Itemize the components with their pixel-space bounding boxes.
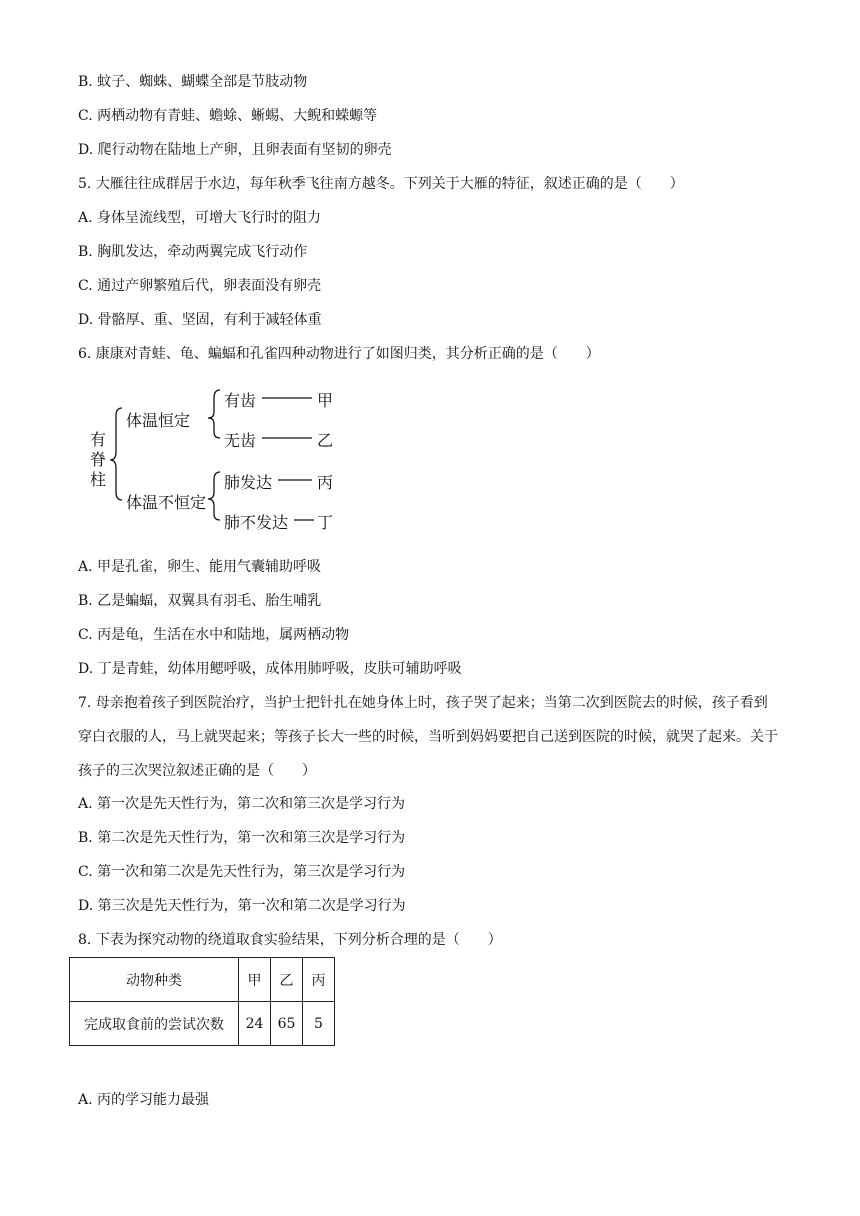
table-header-cell: 动物种类 xyxy=(70,958,239,1002)
question-7-option-a: A. 第一次是先天性行为，第二次和第三次是学习行为 xyxy=(78,796,406,812)
experiment-table xyxy=(69,957,335,1046)
table-cell: 24 xyxy=(239,1002,271,1046)
question-7-option-c: C. 第一次和第二次是先天性行为，第三次是学习行为 xyxy=(78,864,406,880)
question-6-option-d: D. 丁是青蛙，幼体用鳃呼吸，成体用肺呼吸，皮肤可辅助呼吸 xyxy=(78,661,462,677)
table-cell: 完成取食前的尝试次数 xyxy=(70,1002,239,1046)
diagram-branch-cold: 体温不恒定 xyxy=(126,493,207,512)
diagram-root-label: 有脊柱 xyxy=(90,430,107,489)
classification-diagram xyxy=(88,380,348,540)
diagram-branch-warm: 体温恒定 xyxy=(126,411,191,430)
question-6-option-b: B. 乙是蝙蝠，双翼具有羽毛、胎生哺乳 xyxy=(78,593,322,609)
question-5-option-b: B. 胸肌发达，牵动两翼完成飞行动作 xyxy=(78,244,308,260)
question-5: 5. 大雁往往成群居于水边，每年秋季飞往南方越冬。下列关于大雁的特征，叙述正确的是（ ） xyxy=(78,176,684,192)
table-row xyxy=(70,1002,335,1046)
question-6-option-c: C. 丙是龟，生活在水中和陆地，属两栖动物 xyxy=(78,627,350,643)
diagram-result-bing: 丙 xyxy=(317,473,334,492)
diagram-result-jia: 甲 xyxy=(317,391,334,410)
diagram-result-yi: 乙 xyxy=(317,431,334,450)
question-8: 8. 下表为探究动物的绕道取食实验结果，下列分析合理的是（ ） xyxy=(78,932,502,948)
option-d-line: D. 爬行动物在陆地上产卵，且卵表面有坚韧的卵壳 xyxy=(78,142,392,158)
table-cell: 5 xyxy=(303,1002,335,1046)
table-header-cell: 甲 xyxy=(239,958,271,1002)
table-cell: 65 xyxy=(271,1002,303,1046)
brace-lines xyxy=(88,380,348,540)
question-7: 7. 母亲抱着孩子到医院治疗，当护士把针扎在她身体上时，孩子哭了起来；当第二次到医院去的时候，孩子看到穿白衣服的人，马上就哭起来；等孩子长大一些的时候，当听到妈妈要把自己送到医院的时候，就哭了起来。关于孩子的三次哭泣叙述正确的是（ ） xyxy=(78,695,778,779)
question-6: 6. 康康对青蛙、龟、蝙蝠和孔雀四种动物进行了如图归类，其分析正确的是（ ） xyxy=(78,346,600,362)
question-5-option-d: D. 骨骼厚、重、坚固，有利于减轻体重 xyxy=(78,312,322,328)
question-5-option-c: C. 通过产卵繁殖后代，卵表面没有卵壳 xyxy=(78,278,322,294)
diagram-leaf-teeth: 有齿 xyxy=(224,391,257,410)
question-8-option-a: A. 丙的学习能力最强 xyxy=(78,1092,210,1108)
question-6-option-a: A. 甲是孔雀，卵生、能用气囊辅助呼吸 xyxy=(78,559,322,575)
option-c-line: C. 两栖动物有青蛙、蟾蜍、蜥蜴、大鲵和蝾螈等 xyxy=(78,108,378,124)
table-header-cell: 丙 xyxy=(303,958,335,1002)
diagram-leaf-no-teeth: 无齿 xyxy=(224,431,257,450)
option-b-line: B. 蚊子、蜘蛛、蝴蝶全部是节肢动物 xyxy=(78,74,308,90)
table-header-cell: 乙 xyxy=(271,958,303,1002)
table-header-row xyxy=(70,958,335,1002)
question-7-option-b: B. 第二次是先天性行为，第一次和第三次是学习行为 xyxy=(78,830,406,846)
diagram-result-ding: 丁 xyxy=(317,513,334,532)
question-7-option-d: D. 第三次是先天性行为，第一次和第二次是学习行为 xyxy=(78,898,406,914)
diagram-leaf-weak-lung: 肺不发达 xyxy=(224,513,289,532)
question-5-option-a: A. 身体呈流线型，可增大飞行时的阻力 xyxy=(78,210,322,226)
diagram-leaf-lung: 肺发达 xyxy=(224,473,273,492)
